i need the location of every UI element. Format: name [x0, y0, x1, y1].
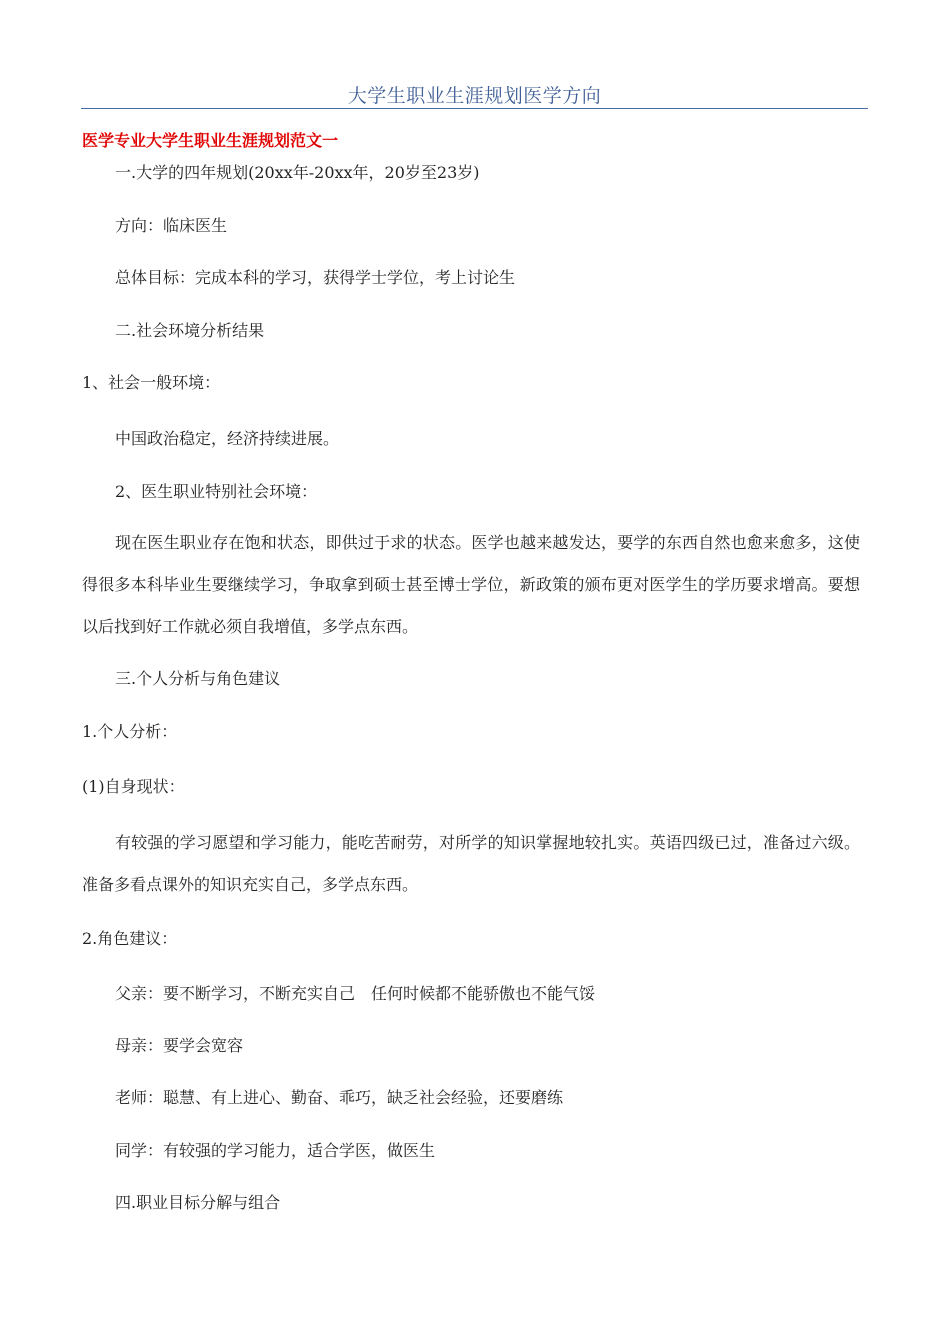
mother-advice-line: 母亲：要学会宽容: [115, 1036, 244, 1055]
self-status-paragraph: 有较强的学习愿望和学习能力，能吃苦耐劳，对所学的知识掌握地较扎实。英语四级已过，准备过六级。准备多看点课外的知识充实自己，多学点东西。: [82, 833, 860, 894]
section3-title: 三.个人分析与角色建议: [115, 669, 281, 688]
general-env-title: 1、社会一般环境：: [82, 373, 221, 392]
page-header-title: 大学生职业生涯规划医学方向: [347, 85, 602, 107]
teacher-advice-line: 老师：聪慧、有上进心、勤奋、乖巧，缺乏社会经验，还要磨练: [115, 1088, 564, 1107]
doctor-env-paragraph: 现在医生职业存在饱和状态，即供过于求的状态。医学也越来越发达，要学的东西自然也愈来愈多，这使得很多本科毕业生要继续学习，争取拿到硕士甚至博士学位，新政策的颁布更对医学生的学历要求增高。要想以后找到好工作就必须自我增值，多学点东西。: [82, 533, 860, 636]
document-heading: 医学专业大学生职业生涯规划范文一: [82, 131, 339, 150]
self-status-title: (1)自身现状：: [82, 777, 185, 796]
role-advice-title: 2.角色建议：: [82, 929, 178, 948]
direction-line: 方向：临床医生: [115, 216, 228, 235]
father-advice-line: 父亲：要不断学习，不断充实自己 任何时候都不能骄傲也不能气馁: [115, 984, 596, 1003]
overall-goal-line: 总体目标：完成本科的学习，获得学士学位，考上讨论生: [115, 268, 516, 287]
doctor-env-title: 2、医生职业特别社会环境：: [115, 482, 318, 501]
personal-analysis-title: 1.个人分析：: [82, 722, 178, 741]
general-env-text: 中国政治稳定，经济持续进展。: [115, 429, 340, 448]
section2-title: 二.社会环境分析结果: [115, 321, 265, 340]
page-header: [81, 78, 868, 109]
four-year-plan-line: 一.大学的四年规划(20xx年-20xx年，20岁至23岁): [115, 163, 480, 182]
classmate-advice-line: 同学：有较强的学习能力，适合学医，做医生: [115, 1141, 436, 1160]
section4-title: 四.职业目标分解与组合: [115, 1193, 281, 1212]
